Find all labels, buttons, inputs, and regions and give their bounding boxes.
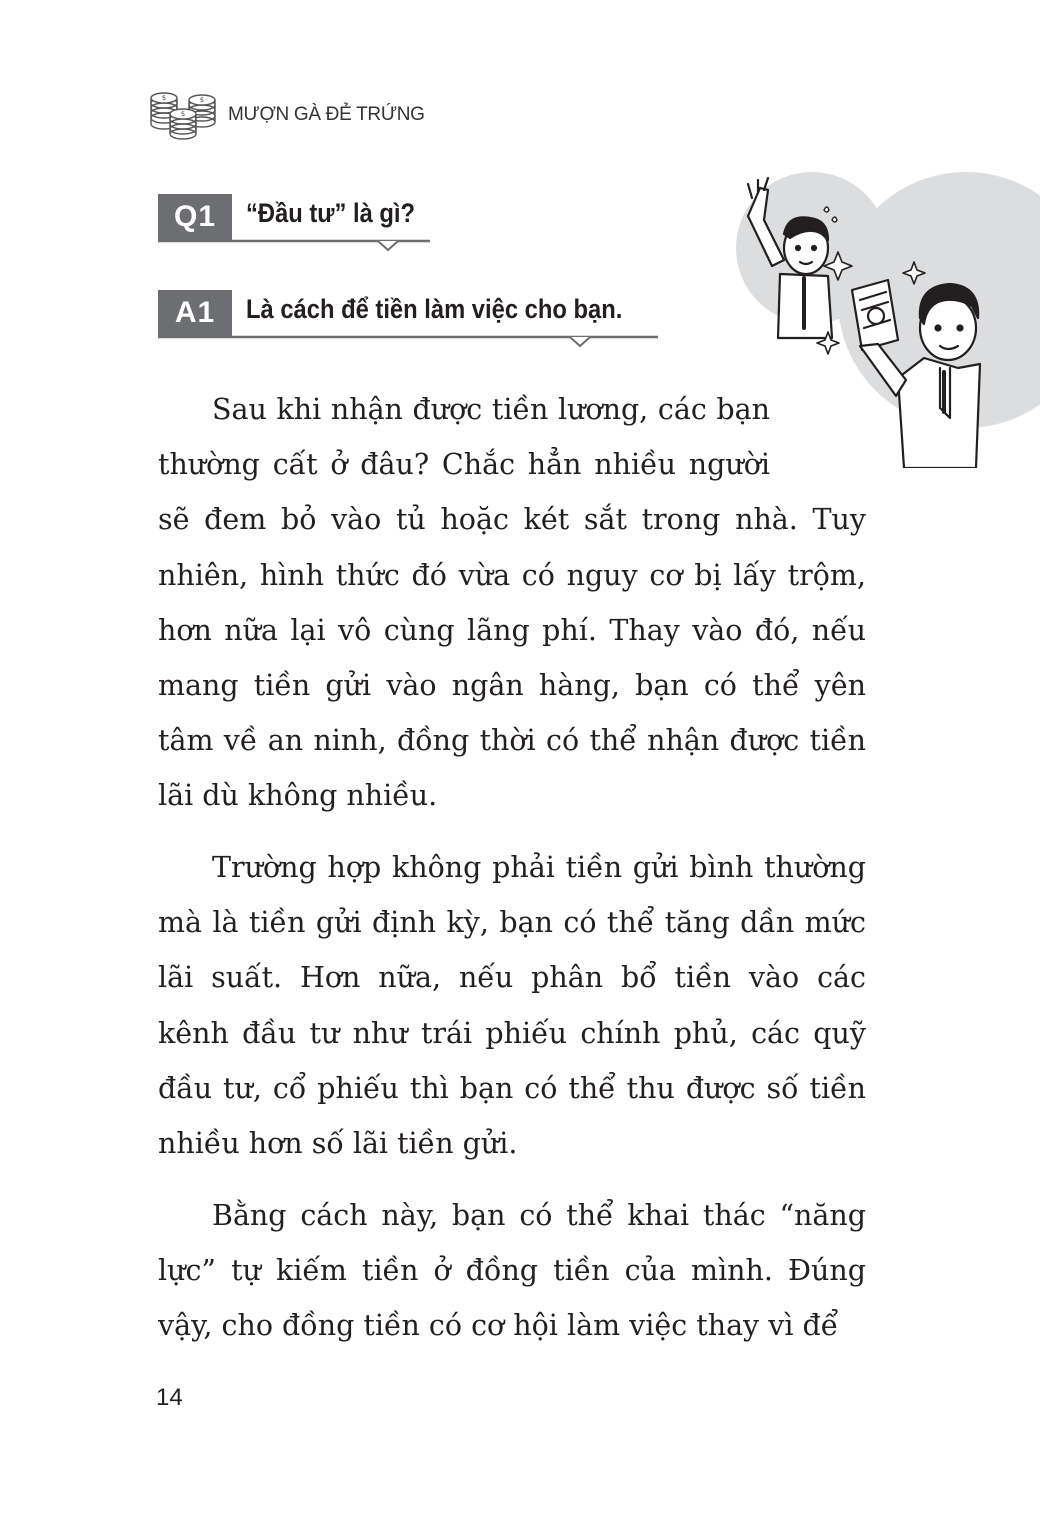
svg-text:$: $ (199, 96, 205, 104)
body-paragraph-1: Sau khi nhận được tiền lương, các bạn thường cất ở đâu? Chắc hẳn nhiều người sẽ đem bỏ vào tủ hoặc két sắt trong nhà. Tuy nhiên, hình thức đó vừa có nguy cơ bị lấy trộm, hơn nữa lại vô cùng lãng phí. Thay vào đó, nếu mang tiền gửi vào ngân hàng, bạn có thể yên tâm về an ninh, đồng thời có thể nhận được tiền lãi dù không nhiều. (158, 382, 866, 824)
answer-badge: A1 (158, 290, 232, 336)
svg-text:$: $ (180, 110, 186, 118)
question-heading (158, 194, 438, 242)
body-paragraph-3: Bằng cách này, bạn có thể khai thác “năng lực” tự kiếm tiền ở đồng tiền của mình. Đúng vậy, cho đồng tiền có cơ hội làm việc thay vì để (158, 1199, 866, 1343)
svg-text:$: $ (161, 94, 167, 102)
running-header (148, 86, 468, 142)
answer-heading (158, 290, 668, 338)
question-badge: Q1 (158, 194, 232, 240)
page-number: 14 (156, 1384, 183, 1411)
coin-stack-icon (148, 86, 218, 142)
book-title: MƯỢN GÀ ĐẺ TRỨNG (228, 104, 425, 125)
answer-text: Là cách để tiền làm việc cho bạn. (246, 294, 623, 324)
body-paragraph-2: Trường hợp không phải tiền gửi bình thường mà là tiền gửi định kỳ, bạn có thể tăng dần mức lãi suất. Hơn nữa, nếu phân bổ tiền vào các kênh đầu tư như trái phiếu chính phủ, các quỹ đầu tư, cổ phiếu thì bạn có thể thu được số tiền nhiều hơn số lãi tiền gửi. (158, 851, 866, 1161)
question-text: “Đầu tư” là gì? (246, 198, 416, 228)
illustration-wrap-spacer (770, 382, 866, 482)
